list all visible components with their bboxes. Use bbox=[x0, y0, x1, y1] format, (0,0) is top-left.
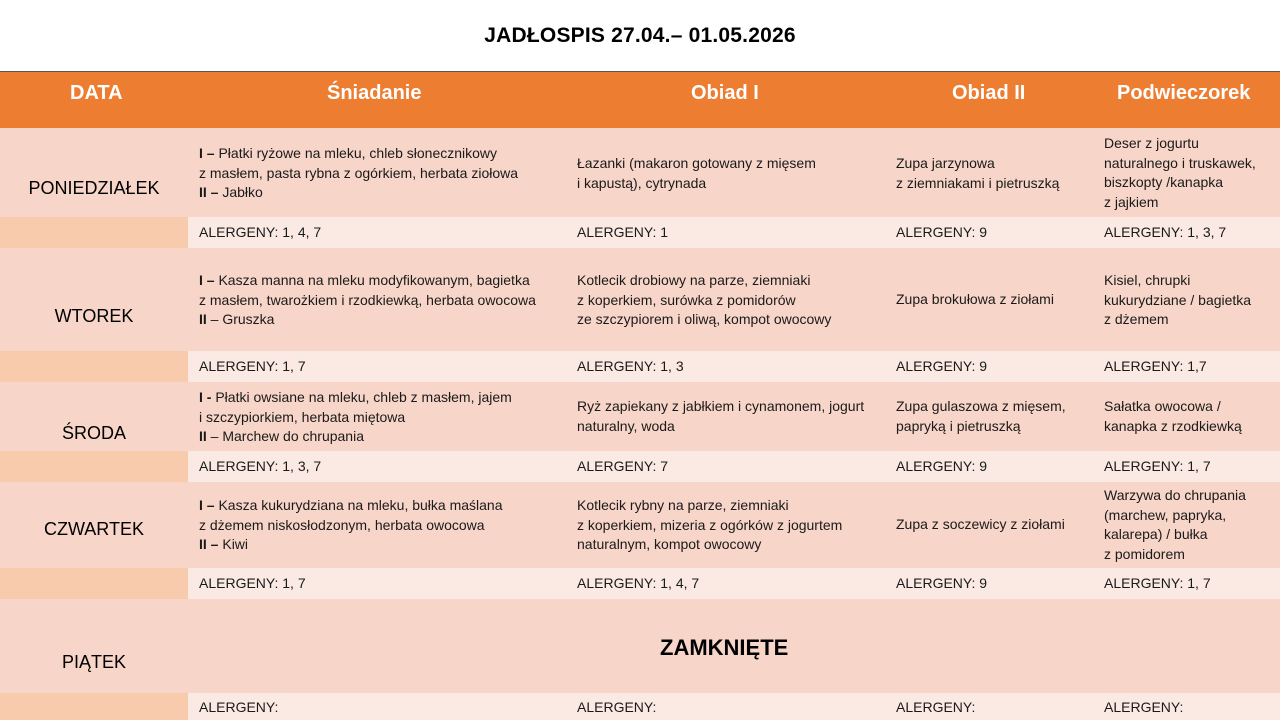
allergen-value: ALERGENY: 9 bbox=[896, 224, 988, 240]
row-band bbox=[0, 599, 1280, 693]
day-friday: PIĄTEK bbox=[61, 652, 127, 672]
allergen-value: ALERGENY: 1, 7 bbox=[199, 575, 306, 591]
wednesday-obiad-2: Zupa gulaszowa z mięsem, papryką i pietruszką bbox=[896, 398, 1066, 434]
header-obiad-1: Obiad I bbox=[691, 82, 759, 104]
header-sniadanie: Śniadanie bbox=[327, 82, 422, 104]
day-monday: PONIEDZIAŁEK bbox=[28, 178, 160, 198]
thursday-podwieczorek: Warzywa do chrupania (marchew, papryka, kalarepa) / bułka z pomidorem bbox=[1104, 487, 1246, 562]
thursday-obiad-2: Zupa z soczewicy z ziołami bbox=[896, 516, 1065, 532]
allergen-value: ALERGENY: 1, 4, 7 bbox=[199, 224, 322, 240]
wednesday-sniadanie: I - Płatki owsiane na mleku, chleb z masłem, jajem i szczypiorkiem, herbata miętowa II – Marchew do chrupania bbox=[199, 389, 512, 444]
day-wednesday: ŚRODA bbox=[61, 423, 126, 443]
allergen-value: ALERGENY: 1, 7 bbox=[1104, 575, 1211, 591]
allergen-value: ALERGENY: 7 bbox=[577, 458, 669, 474]
monday-podwieczorek: Deser z jogurtu naturalnego i truskawek, biszkopty /kanapka z jajkiem bbox=[1104, 135, 1256, 210]
allergen-value: ALERGENY: 1, 3, 7 bbox=[199, 458, 322, 474]
allergen-value: ALERGENY: 9 bbox=[896, 575, 988, 591]
tuesday-obiad-2: Zupa brokułowa z ziołami bbox=[896, 291, 1054, 307]
page-title: JADŁOSPIS 27.04.– 01.05.2026 bbox=[484, 24, 796, 47]
thursday-sniadanie: I – Kasza kukurydziana na mleku, bułka maślana z dżemem niskosłodzonym, herbata owocowa II – Kiwi bbox=[199, 497, 503, 552]
allergen-value: ALERGENY: 1,7 bbox=[1104, 358, 1207, 374]
thursday-obiad-1: Kotlecik rybny na parze, ziemniaki z koperkiem, mizeria z ogórków z jogurtem naturalnym, kompot owocowy bbox=[577, 497, 843, 552]
allergen-value: ALERGENY: bbox=[1104, 699, 1184, 715]
allergen-value: ALERGENY: 1, 3 bbox=[577, 358, 684, 374]
tuesday-podwieczorek: Kisiel, chrupki kukurydziane / bagietka z dżemem bbox=[1104, 272, 1252, 327]
header-data: DATA bbox=[70, 82, 123, 104]
allergen-value: ALERGENY: 1, 7 bbox=[199, 358, 306, 374]
allergen-value: ALERGENY: bbox=[199, 699, 279, 715]
monday-obiad-2: Zupa jarzynowa z ziemniakami i pietruszką bbox=[896, 155, 1060, 191]
allergen-value: ALERGENY: 1, 4, 7 bbox=[577, 575, 700, 591]
monday-obiad-1: Łazanki (makaron gotowany z mięsem i kapustą), cytrynada bbox=[577, 155, 816, 191]
day-thursday: CZWARTEK bbox=[43, 519, 144, 539]
wednesday-podwieczorek: Sałatka owocowa / kanapka z rzodkiewką bbox=[1104, 398, 1242, 434]
header-obiad-2: Obiad II bbox=[952, 82, 1026, 104]
allergen-value: ALERGENY: 1, 3, 7 bbox=[1104, 224, 1227, 240]
monday-sniadanie: I – Płatki ryżowe na mleku, chleb słonecznikowy z masłem, pasta rybna z ogórkiem, herbata ziołowa II – Jabłko bbox=[199, 145, 519, 200]
allergen-value: ALERGENY: 9 bbox=[896, 358, 988, 374]
header-podwieczorek: Podwieczorek bbox=[1117, 82, 1251, 104]
allergen-value: ALERGENY: bbox=[577, 699, 657, 715]
allergen-value: ALERGENY: 9 bbox=[896, 458, 988, 474]
tuesday-sniadanie: I – Kasza manna na mleku modyfikowanym, bagietka z masłem, twarożkiem i rzodkiewką, herbata owocowa II – Gruszka bbox=[199, 272, 536, 327]
allergen-value: ALERGENY: bbox=[896, 699, 976, 715]
allergen-value: ALERGENY: 1 bbox=[577, 224, 669, 240]
tuesday-obiad-1: Kotlecik drobiowy na parze, ziemniaki z koperkiem, surówka z pomidorów ze szczypiorem i oliwą, kompot owocowy bbox=[577, 272, 832, 327]
allergen-value: ALERGENY: 1, 7 bbox=[1104, 458, 1211, 474]
closed-label: ZAMKNIĘTE bbox=[660, 635, 789, 660]
day-tuesday: WTOREK bbox=[54, 306, 134, 326]
wednesday-obiad-1: Ryż zapiekany z jabłkiem i cynamonem, jogurt naturalny, woda bbox=[577, 398, 865, 434]
table-header bbox=[0, 71, 1280, 129]
